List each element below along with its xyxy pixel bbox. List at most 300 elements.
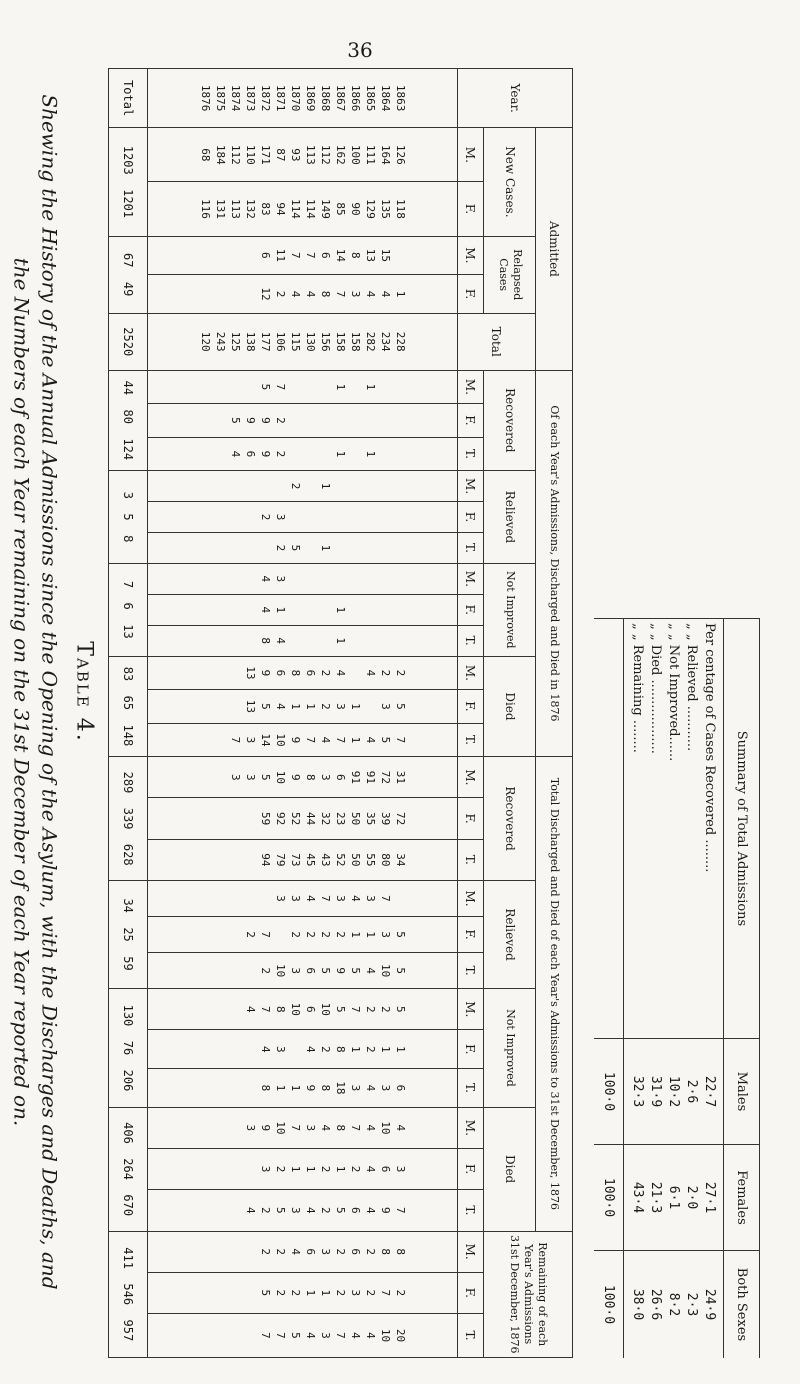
cell-value [348, 406, 363, 435]
cell-value: 2 [393, 1289, 407, 1297]
cell-value [198, 1071, 213, 1105]
cell-value: 2 [273, 450, 287, 458]
cell-value: 158 [333, 331, 347, 352]
cell-value: 1876 [198, 84, 212, 112]
cell-value [228, 566, 243, 592]
cell-value: 9 [333, 967, 347, 974]
cell-value: 1 [378, 1045, 392, 1053]
cell-value: 72 [393, 811, 407, 826]
cell-value: 125 [228, 331, 242, 352]
cell-value [228, 883, 243, 914]
e-rel-f-header: F. [457, 502, 483, 533]
cell-value [303, 628, 318, 654]
cell-value: 5 [258, 1289, 272, 1297]
cell-value: 4 [288, 1248, 302, 1255]
cell-value: 1 [393, 1045, 407, 1053]
e-rec-t-column [148, 437, 457, 471]
t-d-t-header: T. [457, 1190, 483, 1231]
cell-value: 31·9 [648, 1075, 664, 1108]
cell-value [198, 692, 213, 721]
cell-value: 10 [273, 770, 287, 784]
cell-value [213, 239, 228, 273]
cell-value [273, 473, 288, 499]
cell-value [228, 692, 243, 721]
cell-value [333, 504, 348, 530]
cell-value: 2 [333, 1289, 347, 1297]
cell-value: 131 [213, 199, 227, 219]
cell-value: 1871 [273, 84, 287, 112]
cell-value [363, 504, 378, 530]
cell-value: 158 [348, 331, 362, 352]
cell-value: 1 [318, 1289, 332, 1297]
cell-value: 1 [288, 1165, 302, 1173]
r-f-column [148, 1272, 457, 1313]
cell-value: 7 [303, 736, 317, 744]
cell-value [213, 1151, 228, 1187]
cell-value: 9 [303, 1084, 317, 1092]
cell-value: 9 [258, 417, 272, 424]
cell-value: 4 [258, 575, 272, 583]
cell-value: 50 [348, 853, 362, 867]
cell-value: 114 [303, 199, 317, 219]
cell-value [198, 659, 213, 688]
cell-value: 4 [348, 1332, 362, 1339]
t-rel-f-column [148, 917, 457, 953]
cell-value: 2 [258, 1207, 272, 1214]
cell-value: 10 [318, 1002, 332, 1016]
cell-value: 20 [393, 1328, 407, 1343]
cell-value [288, 406, 303, 435]
cell-value: 1 [303, 1165, 317, 1173]
cell-value: 2 [363, 1289, 377, 1297]
cell-value [228, 504, 243, 530]
cell-value: 3 [318, 1248, 332, 1255]
cell-value: 50 [348, 811, 362, 826]
t-d-m-header: M. [457, 1107, 483, 1148]
cell-value: 1 [348, 736, 362, 744]
cell-value: 3 [243, 736, 257, 744]
cell-value [198, 1192, 213, 1228]
cell-value [213, 1071, 228, 1105]
summary-both-total: 100·0 [594, 1251, 624, 1359]
total-relapsed: 67 49 [109, 236, 148, 313]
cell-value [243, 1234, 258, 1270]
t-rel-f-header: F. [457, 917, 483, 953]
cell-value [333, 535, 348, 561]
cell-value: 10 [288, 1002, 302, 1016]
cell-value [228, 800, 243, 836]
cell-value: 87 [273, 148, 287, 162]
t-not-improved-header: Not Improved [483, 989, 535, 1108]
cell-value: 13 [243, 666, 257, 680]
cell-value [228, 991, 243, 1027]
cell-value: 2 [288, 482, 302, 490]
summary-female-values [624, 1145, 724, 1251]
e-recovered-header: Recovered [483, 370, 535, 471]
new-m-header: M. [457, 128, 483, 182]
cell-value: 2 [333, 931, 347, 938]
cell-value: 5 [393, 1005, 407, 1013]
cell-value: 10 [378, 1121, 392, 1135]
cell-value [363, 406, 378, 435]
cell-value: 45 [303, 853, 317, 867]
totals-row [109, 69, 148, 1358]
cell-value: 5 [393, 967, 407, 974]
cell-value [228, 473, 243, 499]
e-ni-f-column [148, 594, 457, 625]
cell-value: 1 [348, 1045, 362, 1053]
cell-value: 4 [363, 290, 377, 298]
cell-value: 1866 [348, 84, 362, 112]
caption-line-1: Shewing the History of the Annual Admissions since the Opening of the Asylum, with the Discharges and Deaths, and [37, 94, 62, 1290]
cell-value: 4 [303, 290, 317, 298]
cell-value [303, 566, 318, 592]
total-t-recovered: 289 339 628 [109, 757, 148, 881]
cell-value: 4 [318, 1124, 332, 1132]
cell-value: 1863 [393, 84, 407, 112]
cell-value: 9 [243, 417, 257, 424]
cell-value [258, 473, 273, 499]
cell-value: 32 [318, 811, 332, 826]
cell-value: 9 [258, 669, 272, 677]
cell-value: 3 [378, 1084, 392, 1092]
cell-value [348, 628, 363, 654]
cell-value: 3 [318, 1332, 332, 1339]
cell-value: 1865 [363, 84, 377, 112]
cell-value: 8 [333, 1045, 347, 1053]
cell-value: 1 [363, 450, 377, 458]
e-rel-m-column [148, 471, 457, 502]
cell-value: 2 [288, 1289, 302, 1297]
cell-value: 6 [348, 1248, 362, 1255]
cell-value: 1864 [378, 84, 392, 112]
cell-value: 7 [228, 736, 242, 744]
cell-value: 2·0 [684, 1185, 700, 1210]
cell-value: 3 [348, 1289, 362, 1297]
cell-value: 4 [333, 669, 347, 677]
cell-value: 7 [288, 1124, 302, 1132]
cell-value: 9 [258, 1124, 272, 1132]
cell-value: 11 [273, 248, 287, 262]
cell-value: 22·7 [702, 1075, 718, 1108]
cell-value [393, 597, 408, 623]
cell-value: 156 [318, 331, 332, 352]
cell-value [288, 373, 303, 402]
cell-value: 132 [243, 199, 257, 219]
cell-value [198, 504, 213, 530]
cell-value [213, 373, 228, 402]
cell-value [348, 566, 363, 592]
e-ni-t-column [148, 625, 457, 656]
cell-value: 164 [378, 144, 392, 165]
cell-value: 138 [243, 331, 257, 352]
cell-value: 2·6 [684, 1079, 700, 1104]
cell-value [243, 597, 258, 623]
t-rel-t-column [148, 953, 457, 989]
new-f-header: F. [457, 182, 483, 236]
cell-value: 9 [288, 774, 302, 781]
cell-value: 1870 [288, 84, 302, 112]
cell-value: 4 [363, 1124, 377, 1132]
t-rec-t-header: T. [457, 839, 483, 880]
cell-value: 6 [318, 252, 332, 259]
summary-male-values [624, 1039, 724, 1145]
cell-value: 7 [393, 736, 407, 744]
cell-value: 1867 [333, 84, 347, 112]
cell-value: 4 [228, 450, 242, 458]
cell-value: 2 [273, 1165, 287, 1173]
total-discharged-header: Total Discharged and Died of each Year's Admissions to 31st December, 1876 [536, 757, 573, 1231]
cell-value: 1874 [228, 84, 242, 112]
cell-value: 243 [213, 331, 227, 352]
cell-value [198, 955, 213, 986]
cell-value: 115 [288, 331, 302, 352]
cell-value: 4 [363, 1084, 377, 1092]
cell-value: 8 [393, 1248, 407, 1255]
e-rel-m-header: M. [457, 471, 483, 502]
cell-value [393, 440, 408, 469]
cell-value: 5 [288, 1332, 302, 1339]
cell-value [348, 440, 363, 469]
cell-value: 1 [333, 450, 347, 458]
e-rel-f-column [148, 502, 457, 533]
cell-value [213, 842, 228, 878]
cell-value [213, 597, 228, 623]
total-new: 1203 1201 [109, 128, 148, 236]
cell-value: 2 [318, 1165, 332, 1173]
cell-value: 2 [288, 931, 302, 938]
e-ni-m-column [148, 563, 457, 594]
cell-value: 1 [363, 931, 377, 938]
cell-value: 112 [318, 144, 332, 165]
cell-value: 4 [273, 703, 287, 710]
cell-value: 120 [198, 331, 212, 352]
cell-value [348, 535, 363, 561]
cell-value [243, 1071, 258, 1105]
remaining-header: Remaining of each Year's Admissions 31st December, 1876 [483, 1231, 572, 1357]
e-rel-t-column [148, 532, 457, 563]
cell-value: 6 [303, 967, 317, 974]
cell-value [288, 628, 303, 654]
cell-value: 31 [393, 770, 407, 784]
cell-value [198, 373, 213, 402]
cell-value: 106 [273, 331, 287, 352]
cell-value: 8 [348, 252, 362, 259]
cell-value: 26·6 [648, 1288, 664, 1321]
cell-value [213, 406, 228, 435]
cell-value: 23 [333, 811, 347, 826]
cell-value [198, 628, 213, 654]
cell-value [243, 628, 258, 654]
total-remaining: 411 546 957 [109, 1231, 148, 1357]
cell-value: 177 [258, 331, 272, 352]
cell-value: 2 [273, 544, 287, 552]
cell-value: 6 [378, 1165, 392, 1173]
cell-value [198, 566, 213, 592]
total-e-not-improved: 7 6 13 [109, 563, 148, 656]
page-number: 36 [347, 38, 373, 62]
cell-value [318, 504, 333, 530]
t-d-f-header: F. [457, 1148, 483, 1189]
t-relieved-header: Relieved [483, 880, 535, 988]
cell-value [318, 406, 333, 435]
cell-value: 7 [318, 895, 332, 902]
cell-value: 1872 [258, 84, 272, 112]
e-d-t-header: T. [457, 723, 483, 757]
cell-value [228, 535, 243, 561]
cell-value: 9 [288, 736, 302, 744]
cell-value: 7 [333, 1332, 347, 1339]
t-ni-f-column [148, 1030, 457, 1069]
summary-heading: Summary of Total Admissions [724, 619, 760, 1039]
cell-value: 4 [393, 1124, 407, 1132]
cell-value: 5 [348, 967, 362, 974]
cell-value [228, 1032, 243, 1066]
cell-value: 4 [378, 290, 392, 298]
cell-value [228, 919, 243, 950]
cell-value: 2 [378, 669, 392, 677]
cell-value: 8 [303, 774, 317, 781]
cell-value [378, 373, 393, 402]
cell-value [378, 628, 393, 654]
cell-value: 73 [288, 853, 302, 867]
cell-value: 3 [243, 1124, 257, 1132]
cell-value [303, 406, 318, 435]
rel-m-column [148, 236, 457, 275]
cell-value [213, 566, 228, 592]
cell-value: 72 [378, 770, 392, 784]
cell-value [363, 566, 378, 592]
t-died-header: Died [483, 1107, 535, 1231]
cell-value [303, 373, 318, 402]
cell-value [213, 659, 228, 688]
cell-value [303, 535, 318, 561]
new-f-column [148, 182, 457, 236]
of-each-year-header: Of each Year's Admissions, Discharged and Died in 1876 [536, 370, 573, 757]
cell-value: 59 [258, 811, 272, 826]
cell-value: 24·9 [702, 1288, 718, 1321]
cell-value [363, 535, 378, 561]
cell-value: 7 [393, 1207, 407, 1214]
cell-value [348, 504, 363, 530]
cell-value [198, 800, 213, 836]
e-rel-t-header: T. [457, 532, 483, 563]
cell-value: 3 [348, 290, 362, 298]
cell-value: 2 [363, 1248, 377, 1255]
cell-value [198, 1151, 213, 1187]
cell-value [213, 955, 228, 986]
cell-value: 282 [363, 331, 377, 352]
t-rec-t-column [148, 839, 457, 880]
cell-value: 2 [378, 1005, 392, 1013]
total-column [148, 313, 457, 370]
cell-value [198, 1110, 213, 1146]
t-ni-f-header: F. [457, 1030, 483, 1069]
cell-value [303, 597, 318, 623]
cell-value: 4 [303, 1207, 317, 1214]
t-ni-m-column [148, 989, 457, 1030]
cell-value: 184 [213, 144, 227, 165]
cell-value: 7 [348, 1124, 362, 1132]
cell-value: 3 [303, 1124, 317, 1132]
cell-value: 2 [318, 669, 332, 677]
cell-value [348, 597, 363, 623]
cell-value [378, 535, 393, 561]
cell-value [198, 1234, 213, 1270]
cell-value: 2 [273, 1248, 287, 1255]
cell-value: 8 [258, 637, 272, 644]
cell-value: 7 [333, 290, 347, 298]
cell-value: 1 [393, 290, 407, 298]
cell-value: 162 [333, 144, 347, 165]
cell-value [213, 628, 228, 654]
cell-value: 6 [333, 774, 347, 781]
total-t-died: 406 264 670 [109, 1107, 148, 1231]
cell-value: 114 [288, 199, 302, 219]
cell-value: 4 [363, 736, 377, 744]
cell-value: 34 [393, 853, 407, 867]
t-ni-m-header: M. [457, 989, 483, 1030]
cell-value [228, 628, 243, 654]
cell-value [378, 440, 393, 469]
cell-value: 10 [378, 1328, 392, 1343]
cell-value [318, 566, 333, 592]
cell-value: 4 [303, 1332, 317, 1339]
cell-value: 4 [348, 895, 362, 902]
cell-value: 8 [318, 1084, 332, 1092]
data-row [148, 69, 457, 1358]
cell-value: 35 [363, 811, 377, 826]
cell-value: 9 [258, 450, 272, 458]
cell-value: 3 [393, 1165, 407, 1173]
cell-value: 171 [258, 144, 272, 165]
cell-value: 10 [273, 964, 287, 978]
cell-value: 39 [378, 811, 392, 826]
cell-value [198, 535, 213, 561]
cell-value: 6 [303, 669, 317, 677]
t-rec-f-header: F. [457, 798, 483, 839]
cell-value: 3 [273, 1045, 287, 1053]
cell-value [243, 239, 258, 273]
cell-value: 111 [363, 144, 377, 165]
cell-value: 3 [243, 774, 257, 781]
e-d-f-header: F. [457, 690, 483, 724]
t-rec-m-column [148, 757, 457, 798]
r-m-column [148, 1231, 457, 1272]
cell-value: 8 [273, 1005, 287, 1013]
cell-value: 4 [303, 1045, 317, 1053]
cell-value [243, 800, 258, 836]
total-t-not-improved: 130 76 206 [109, 989, 148, 1108]
cell-value [198, 597, 213, 623]
cell-value [333, 473, 348, 499]
cell-value [318, 597, 333, 623]
cell-value: 110 [243, 144, 257, 165]
cell-value: 94 [258, 853, 272, 867]
cell-value: 3 [333, 895, 347, 902]
cell-value: 13 [243, 699, 257, 714]
t-rel-m-column [148, 880, 457, 916]
cell-value: 2 [348, 1165, 362, 1173]
t-d-m-column [148, 1107, 457, 1148]
cell-value: 5 [228, 417, 242, 424]
cell-value: 1 [333, 606, 347, 614]
cell-value: 5 [333, 1207, 347, 1214]
e-d-t-column [148, 723, 457, 757]
e-ni-f-header: F. [457, 594, 483, 625]
cell-value [198, 440, 213, 469]
cell-value: 228 [393, 331, 407, 352]
